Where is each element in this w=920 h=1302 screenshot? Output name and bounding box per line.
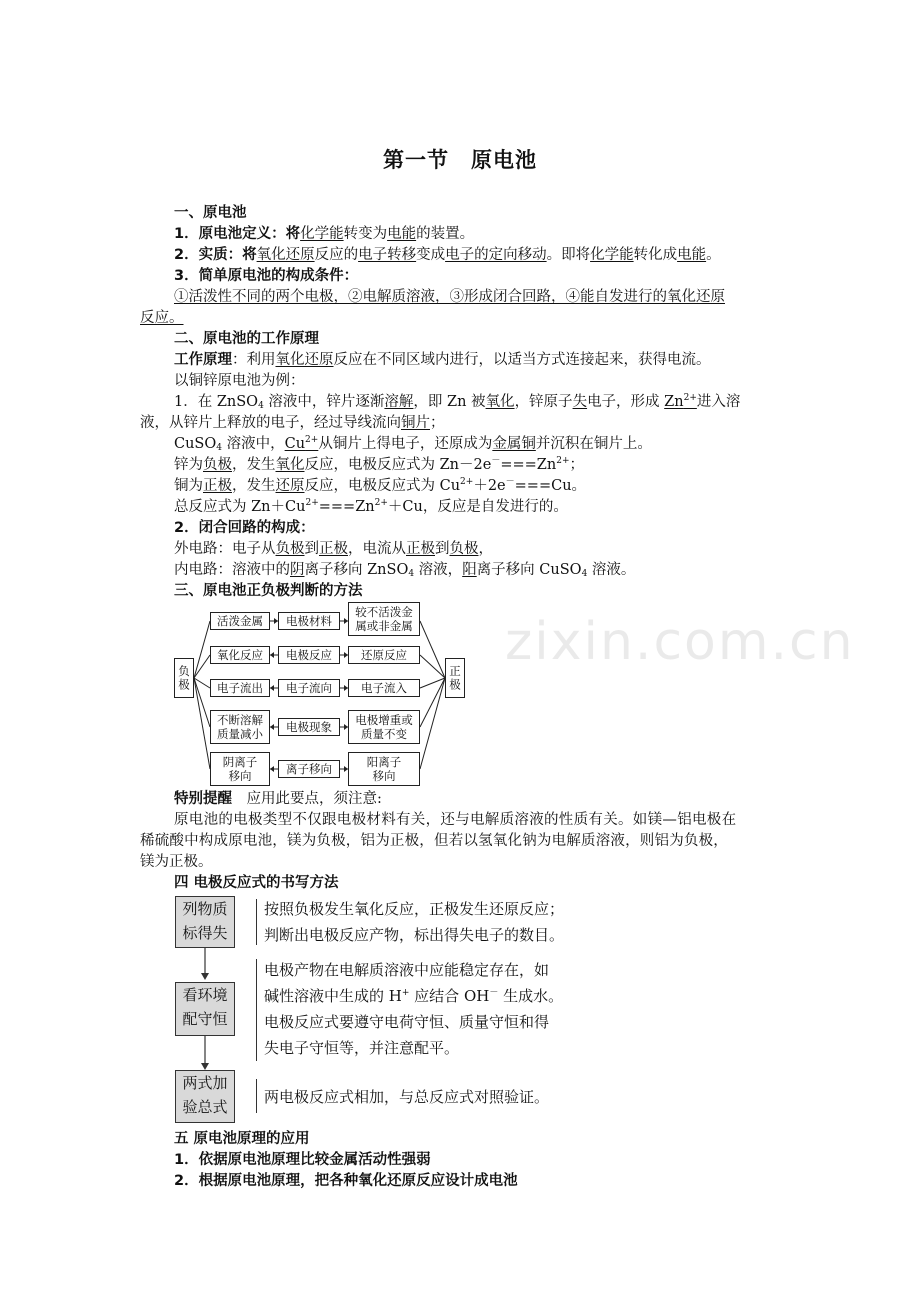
p5-b: ，发生 xyxy=(232,478,276,494)
p1-u3: 失 xyxy=(572,394,588,410)
mid-box-flow: 电子流向 xyxy=(278,679,340,697)
step1-text1: 按照负极发生氧化反应，正极发生还原反应； xyxy=(264,900,565,918)
step2-text2a: 碱性溶液中生成的 H xyxy=(264,987,402,1005)
principle-t2: 反应在不同区域内进行，以适当方式连接起来，获得电流。 xyxy=(333,352,711,368)
p4-sup1: － xyxy=(491,456,501,466)
p5-u1: 正极 xyxy=(203,478,232,494)
essence-u1: 氧化还原 xyxy=(256,247,315,263)
p1-u4: Zn xyxy=(664,394,684,410)
c2-sub2: 4 xyxy=(581,569,588,579)
c2-e: 溶液。 xyxy=(587,562,636,578)
c1-u3: 正极 xyxy=(406,541,435,557)
essence-u5: 电能 xyxy=(677,247,707,263)
principle-label: 工作原理 xyxy=(174,352,232,368)
def-prefix: 1．原电池定义：将 xyxy=(174,226,301,242)
essence-u2: 电子转移 xyxy=(358,247,417,263)
principle-t1: ：利用 xyxy=(232,352,276,368)
electrode-equation-method-diagram xyxy=(172,893,612,1127)
right-box-material: 较不活泼金属或非金属 xyxy=(348,602,420,636)
c1-c: ，电流从 xyxy=(348,541,406,557)
essence-t1: 反应的 xyxy=(314,247,359,263)
p6-a: 总反应式为 Zn＋Cu xyxy=(174,499,306,515)
p3-b: 溶液中， xyxy=(222,436,285,452)
step2-box xyxy=(175,982,235,1036)
p4-sup2: 2+ xyxy=(556,456,570,466)
c2-sub1: 4 xyxy=(408,569,415,579)
c2-a: 内电路：溶液中的 xyxy=(174,562,290,578)
c1-u2: 正极 xyxy=(319,541,348,557)
note-line1: 原电池的电极类型不仅跟电极材料有关，还与电解质溶液的性质有关。如镁—铝电极在 xyxy=(174,812,737,828)
p1-sup: 2+ xyxy=(683,393,697,403)
p2-b: ； xyxy=(430,415,445,431)
positive-electrode-box: 正极 xyxy=(445,658,465,698)
section3-heading: 三、原电池正负极判断的方法 xyxy=(174,583,363,599)
step1-label1: 列物质 xyxy=(182,900,228,918)
p1-e: 电子，形成 xyxy=(587,394,665,410)
p3-a: CuSO xyxy=(174,436,217,452)
p1-zn-ion xyxy=(664,394,697,410)
c1-a: 外电路：电子从 xyxy=(174,541,276,557)
essence-prefix: 2．实质：将 xyxy=(174,247,257,263)
step3-bracket xyxy=(256,1079,257,1113)
p3-u2: 金属铜 xyxy=(492,436,536,452)
step2-text2c: 生成水。 xyxy=(498,987,564,1005)
right-box-phenomenon: 电极增重或质量不变 xyxy=(348,710,420,744)
left-box-material: 活泼金属 xyxy=(210,612,270,630)
tip-label: 特别提醒 xyxy=(174,791,232,807)
conditions-line1: ①活泼性不同的两个电极，②电解质溶液，③形成闭合回路，④能自发进行的氧化还原 xyxy=(174,289,725,305)
left-box-flow: 电子流出 xyxy=(210,679,270,697)
right-box-reaction: 还原反应 xyxy=(348,646,420,664)
def-electric-energy: 电能 xyxy=(387,226,417,242)
mid-box-reaction: 电极反应 xyxy=(278,646,340,664)
p4-e: ； xyxy=(569,457,585,473)
step2-label1: 看环境 xyxy=(182,986,228,1004)
essence-u3: 电子的定向移动 xyxy=(445,247,547,263)
essence-t2: 变成 xyxy=(416,247,446,263)
step2-sup1: + xyxy=(401,988,410,998)
c2-c: 溶液， xyxy=(414,562,463,578)
p1-u1: 溶解 xyxy=(384,394,414,410)
p3-sup: 2+ xyxy=(305,435,319,445)
conditions-line2: 反应。 xyxy=(140,310,184,326)
p3-cu-ion xyxy=(285,436,319,452)
p5-sup2: － xyxy=(505,477,515,487)
c2-u1: 阴 xyxy=(290,562,305,578)
step2-text1: 电极产物在电解质溶液中应能稳定存在，如 xyxy=(264,961,550,979)
p5-sup1: 2+ xyxy=(460,477,474,487)
p5-a: 铜为 xyxy=(174,478,203,494)
p3-sub: 4 xyxy=(216,443,222,453)
p5-d: ＋2e xyxy=(473,478,506,494)
c1-b: 到 xyxy=(304,541,319,557)
p6-sup1: 2+ xyxy=(305,498,319,508)
c1-e: ， xyxy=(478,541,493,557)
p6-b: ===Zn xyxy=(318,499,375,515)
note-line2: 稀硫酸中构成原电池，镁为负极，铝为正极，但若以氢氧化钠为电解质溶液，则铝为负极， xyxy=(140,833,728,849)
step2-bracket xyxy=(256,959,257,1061)
step2-text2 xyxy=(264,983,563,1009)
cuso4-line xyxy=(174,433,652,455)
principle-u: 氧化还原 xyxy=(275,352,334,368)
circuit-heading: 2．闭合回路的构成： xyxy=(174,520,315,536)
essence-u4: 化学能 xyxy=(590,247,634,263)
p4-b: ，发生 xyxy=(232,457,276,473)
p3-d: 并沉积在铜片上。 xyxy=(535,436,652,452)
def-end: 的装置。 xyxy=(416,226,475,242)
mid-box-ion: 离子移向 xyxy=(278,760,340,778)
right-box-flow: 电子流入 xyxy=(348,679,420,697)
c1-d: 到 xyxy=(435,541,450,557)
p1-b: 溶液中，锌片逐渐 xyxy=(263,394,385,410)
c1-u1: 负极 xyxy=(275,541,305,557)
essence-t5: 。 xyxy=(706,247,721,263)
negative-electrode-box: 负极 xyxy=(174,658,194,698)
def-chemical-energy: 化学能 xyxy=(300,226,344,242)
mid-box-phenomenon: 电极现象 xyxy=(278,718,340,736)
step2-text4: 失电子守恒等，并注意配平。 xyxy=(264,1039,460,1057)
electrode-judgement-diagram xyxy=(174,601,466,788)
wire-line xyxy=(140,412,445,434)
step3-label2: 验总式 xyxy=(182,1098,228,1116)
definition-line xyxy=(174,223,474,245)
section2-heading: 二、原电池的工作原理 xyxy=(174,331,319,347)
c2-u2: 阳 xyxy=(462,562,477,578)
left-box-ion: 阴离子移向 xyxy=(210,752,270,786)
external-circuit-line xyxy=(174,538,493,560)
step2-label2: 配守恒 xyxy=(182,1010,228,1028)
step3-box xyxy=(175,1070,235,1123)
step2-text2b: 应结合 OH xyxy=(409,987,490,1005)
step1-label2: 标得失 xyxy=(182,924,228,942)
mid-box-material: 电极材料 xyxy=(278,612,340,630)
p1-f: 进入溶 xyxy=(696,394,741,410)
step1-box xyxy=(175,896,235,948)
page-title: 第一节 原电池 xyxy=(383,148,537,172)
right-box-ion: 阳离子移向 xyxy=(348,752,420,786)
tip-line xyxy=(174,788,382,810)
zinc-negative-line xyxy=(174,454,584,476)
p5-u2: 还原 xyxy=(275,478,305,494)
essence-t4: 转化成 xyxy=(633,247,678,263)
left-box-phenomenon: 不断溶解质量减小 xyxy=(210,710,270,744)
p4-d: ===Zn xyxy=(500,457,557,473)
zn-line xyxy=(174,391,740,413)
note-line3: 镁为正极。 xyxy=(140,854,213,870)
step2-text3: 电极反应式要遵守电荷守恒、质量守恒和得 xyxy=(264,1013,550,1031)
p4-u1: 负极 xyxy=(203,457,232,473)
p4-c: 反应，电极反应式为 Zn－2e xyxy=(304,457,492,473)
p3-u1: Cu xyxy=(284,436,306,452)
p3-c: 从铜片上得电子，还原成为 xyxy=(318,436,493,452)
section5-heading: 五 原电池原理的应用 xyxy=(174,1131,310,1147)
example-line: 以铜锌原电池为例： xyxy=(174,373,305,389)
p6-sup2: 2+ xyxy=(374,498,388,508)
essence-line xyxy=(174,244,721,266)
essence-t3: 。即将 xyxy=(546,247,591,263)
conditions-heading: 3．简单原电池的构成条件： xyxy=(174,268,359,284)
c2-d: 离子移向 CuSO xyxy=(476,562,582,578)
p1-a: 1．在 ZnSO xyxy=(174,394,259,410)
c1-u4: 负极 xyxy=(449,541,479,557)
p1-c: ，即 Zn 被 xyxy=(413,394,486,410)
step1-text2: 判断出电极反应产物，标出得失电子的数目。 xyxy=(264,926,565,944)
step2-sup2: － xyxy=(489,988,499,998)
left-box-reaction: 氧化反应 xyxy=(210,646,270,664)
step1-bracket xyxy=(256,899,257,945)
p1-u2: 氧化 xyxy=(485,394,515,410)
c2-b: 离子移向 ZnSO xyxy=(304,562,409,578)
step3-label1: 两式加 xyxy=(182,1074,228,1092)
p5-c: 反应，电极反应式为 Cu xyxy=(304,478,461,494)
section4-heading: 四 电极反应式的书写方法 xyxy=(174,875,339,891)
p1-d: ，锌原子 xyxy=(514,394,573,410)
application-item1: 1．依据原电池原理比较金属活动性强弱 xyxy=(174,1152,431,1168)
internal-circuit-line xyxy=(174,559,635,581)
watermark-text: zixin.com.cn xyxy=(505,612,855,672)
section1-heading: 一、原电池 xyxy=(174,205,247,221)
p2-a: 液，从锌片上释放的电子，经过导线流向 xyxy=(140,415,401,431)
application-item2: 2．根据原电池原理，把各种氧化还原反应设计成电池 xyxy=(174,1173,518,1189)
p2-u: 铜片 xyxy=(401,415,430,431)
p4-a: 锌为 xyxy=(174,457,203,473)
def-mid: 转变为 xyxy=(343,226,388,242)
p6-c: ＋Cu，反应是自发进行的。 xyxy=(387,499,568,515)
step3-text1: 两电极反应式相加，与总反应式对照验证。 xyxy=(264,1088,550,1106)
p4-u2: 氧化 xyxy=(275,457,305,473)
p1-sub: 4 xyxy=(258,401,264,411)
tip-text: 应用此要点，须注意: xyxy=(232,791,382,807)
copper-positive-line xyxy=(174,475,586,497)
total-reaction-line xyxy=(174,496,568,518)
p5-e: ===Cu。 xyxy=(514,478,587,494)
principle-line xyxy=(174,349,711,371)
